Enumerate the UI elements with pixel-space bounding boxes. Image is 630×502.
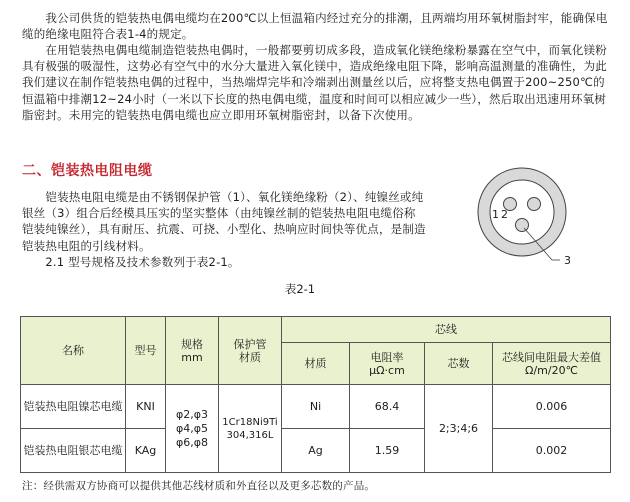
table-row <box>21 385 611 429</box>
cell-max-diff: 0.002 <box>493 429 611 473</box>
header-name: 名称 <box>21 317 126 385</box>
wire-3 <box>516 219 529 232</box>
cable-cross-section-diagram <box>452 156 612 272</box>
cell-count: 2;3;4;6 <box>425 385 493 473</box>
section-title: 二、铠装热电阻电缆 <box>22 163 153 179</box>
header-material: 材质 <box>282 343 350 385</box>
cell-max-diff: 0.006 <box>493 385 611 429</box>
table-reference: 2.1 型号规格及技术参数列于表2-1。 <box>45 254 240 269</box>
diagram-label-2: 2 <box>501 208 508 221</box>
section-paragraph: 铠装热电阻电缆是由不锈钢保护管（1）、氧化镁绝缘粉（2）、纯镍丝或纯银丝（3）组合后经模具压实的坚实整体（由纯镍丝制的铠装热电阻电缆俗称铠装纯镍丝），具有耐压、抗震、可挠、小型化、热响应时间快等优点，是制造铠装热电阻的引线材料。 2.1 型号规格及技术参数列于表2-1。 <box>22 190 426 269</box>
intro-paragraph-2: 在用铠装热电偶电缆制造铠装热电偶时，一般都要剪切成多段，造成氧化镁绝缘粉暴露在空气中，而氧化镁粉具有极强的吸湿性，这势必有空气中的水分大量进入氧化镁中，造成绝缘电阻下降，影响高温测量的准确性，为此我们建议在制作铠装热电偶的过程中，当热端焊完毕和冷端剥出测量丝以后，应将整支热电偶置于200~250℃的恒温箱中排潮12~24小时（一米以下长度的热电偶电缆，温度和时间可以相应减少一些），然后取出迅速用环氧树脂密封。未用完的铠装热电偶电缆也应立即用环氧树脂密封，以备下次使用。 <box>22 43 608 122</box>
cell-name: 铠装热电阻银芯电缆 <box>21 429 126 473</box>
table-caption: 表2-1 <box>284 282 316 296</box>
insulation-core <box>490 180 554 244</box>
diagram-label-1: 1 <box>492 208 499 221</box>
table-note: 注：经供需双方协商可以提供其他芯线材质和外直径以及更多芯数的产品。 <box>22 480 376 492</box>
header-max-diff: 芯线间电阻最大差值 Ω/m/20℃ <box>493 343 611 385</box>
header-model: 型号 <box>126 317 166 385</box>
cell-material: Ag <box>282 429 350 473</box>
cell-resistivity: 68.4 <box>350 385 425 429</box>
header-count: 芯数 <box>425 343 493 385</box>
diagram-label-3: 3 <box>564 254 571 267</box>
header-resistivity: 电阻率 μΩ·cm <box>350 343 425 385</box>
spec-table <box>20 316 611 473</box>
cell-model: KAg <box>126 429 166 473</box>
intro-paragraph-1: 我公司供货的铠装热电偶电缆均在200℃以上恒温箱内经过充分的排潮，且两端均用环氧树脂封牢，能确保电缆的绝缘电阻符合表1-4的规定。 <box>22 11 608 42</box>
cell-model: KNI <box>126 385 166 429</box>
cell-name: 铠装热电阻镍芯电缆 <box>21 385 126 429</box>
header-sheath: 保护管 材质 <box>219 317 282 385</box>
cell-sheath: 1Cr18Ni9Ti 304,316L <box>219 385 282 473</box>
header-spec: 规格 mm <box>166 317 219 385</box>
wire-2 <box>528 198 541 211</box>
header-core: 芯线 <box>282 317 611 343</box>
table-row <box>21 429 611 473</box>
cell-resistivity: 1.59 <box>350 429 425 473</box>
cell-spec: φ2,φ3 φ4,φ5 φ6,φ8 <box>166 385 219 473</box>
cell-material: Ni <box>282 385 350 429</box>
